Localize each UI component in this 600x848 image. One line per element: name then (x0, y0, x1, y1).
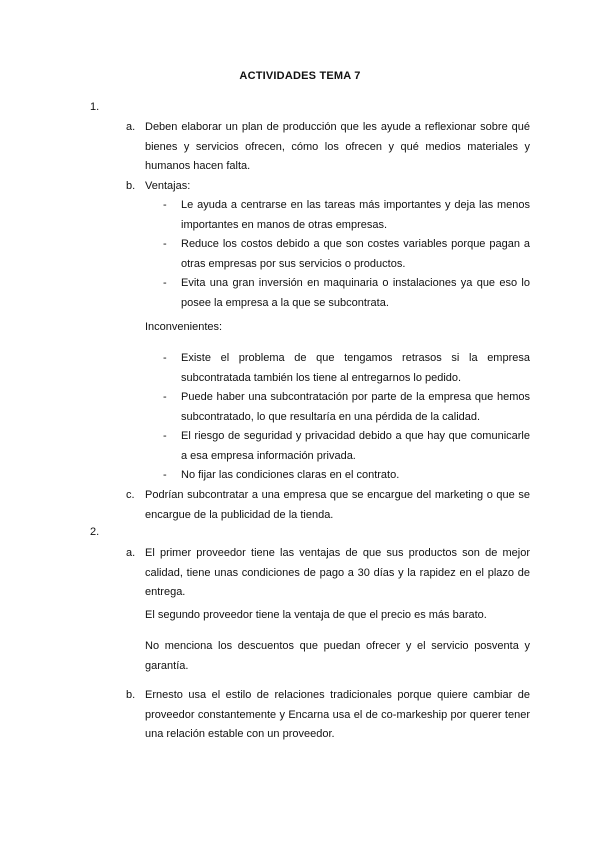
q1-b-inconvenientes-label: Inconvenientes: (145, 321, 223, 333)
question-2-number: 2. (90, 526, 100, 538)
inconveniente-item: No fijar las condiciones claras en el contrato. (181, 469, 400, 481)
bullet-dash: - (163, 199, 167, 211)
bullet-dash: - (163, 238, 167, 250)
inconveniente-item: El riesgo de seguridad y privacidad debido a que hay que comunicarle a esa empresa información privada. (181, 430, 530, 462)
document-title: ACTIVIDADES TEMA 7 (239, 70, 361, 82)
q2-a-letter: a. (126, 547, 136, 559)
q2-a-paragraph-3: No menciona los descuentos que puedan ofrecer y el servicio posventa y garantía. (145, 640, 530, 672)
bullet-dash: - (163, 430, 167, 442)
inconveniente-item: Puede haber una subcontratación por parte de la empresa que hemos subcontratado, lo que resultaría en una pérdida de la calidad. (181, 391, 530, 423)
ventaja-item: Evita una gran inversión en maquinaria o instalaciones ya que eso lo posee la empresa a la que se subcontrata. (181, 277, 530, 309)
q2-a-paragraph-2: El segundo proveedor tiene la ventaja de que el precio es más barato. (145, 609, 487, 621)
bullet-dash: - (163, 352, 167, 364)
q2-b-letter: b. (126, 689, 136, 701)
bullet-dash: - (163, 469, 167, 481)
q1-a-letter: a. (126, 121, 136, 133)
question-1-number: 1. (90, 101, 100, 113)
q1-c-text: Podrían subcontratar a una empresa que se encargue del marketing o que se encargue de la publicidad de la tienda. (145, 489, 530, 521)
bullet-dash: - (163, 391, 167, 403)
q1-b-ventajas-label: Ventajas: (145, 180, 191, 192)
inconveniente-item: Existe el problema de que tengamos retrasos si la empresa subcontratada también los tiene al entregarnos lo pedido. (181, 352, 530, 384)
ventaja-item: Reduce los costos debido a que son costes variables porque pagan a otras empresas por sus servicios o productos. (181, 238, 530, 270)
q1-c-letter: c. (126, 489, 135, 501)
q1-b-letter: b. (126, 180, 136, 192)
q2-a-paragraph-1: El primer proveedor tiene las ventajas de que sus productos son de mejor calidad, tiene unas condiciones de pago a 30 días y la rapidez en el plazo de entrega. (145, 547, 530, 598)
bullet-dash: - (163, 277, 167, 289)
q2-b-text: Ernesto usa el estilo de relaciones tradicionales porque quiere cambiar de proveedor constantemente y Encarna usa el de co-markeship por querer tener una relación estable con un proveedor. (145, 689, 530, 740)
q1-a-text: Deben elaborar un plan de producción que les ayude a reflexionar sobre qué bienes y servicios ofrecen, cómo los ofrecen y qué medios materiales y humanos hacen falta. (145, 121, 530, 172)
ventaja-item: Le ayuda a centrarse en las tareas más importantes y deja las menos importantes en manos de otras empresas. (181, 199, 530, 231)
